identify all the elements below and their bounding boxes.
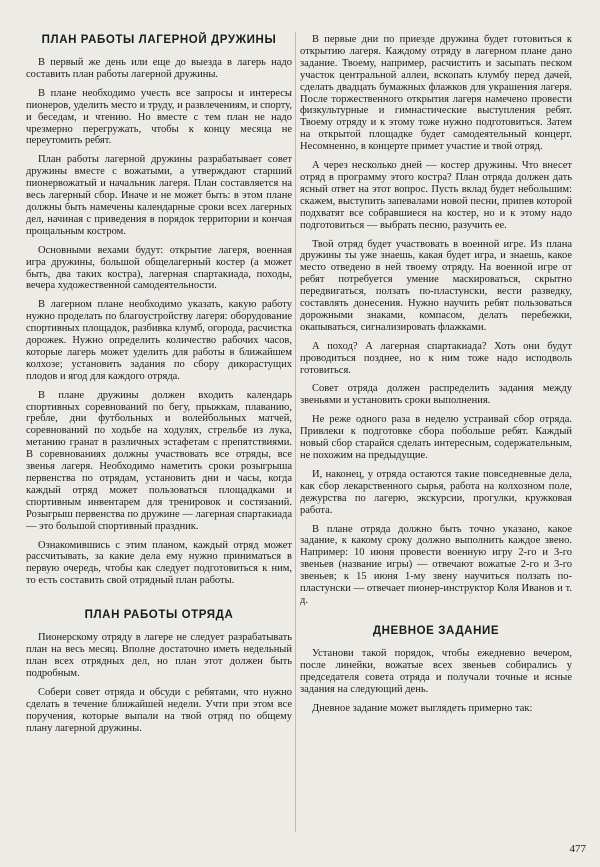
paragraph: В первые дни по приезде дружина будет готовиться к открытию лагеря. Каждому отряду в лагерном плане дано задание. Твоему, например, расчистить и засыпать песком участок центральной аллеи, вскопать клумбу перед дачей, сделать двадцать бумажных флажков для украшения лагеря. После торжественного открытия лагеря намечено провести физкультурные и гимнастические выступления ребят. Твоему отряду и к этому тоже нужно подготовиться. Затем на открытой площадке будет самодеятельный концерт. Несомненно, в концерте примет участие и твой отряд. <box>300 34 572 153</box>
paragraph: Основными вехами будут: открытие лагеря, военная игра дружины, большой общелагерный костер (а может быть, два таких костра), лагерная спартакиада, походы, вечера художественной самодеятельности. <box>26 244 292 292</box>
paragraph: А поход? А лагерная спартакиада? Хоть они будут проводиться позднее, но к ним тоже надо исподволь готовиться. <box>300 340 572 376</box>
paragraph: А через несколько дней — костер дружины. Что внесет отряд в программу этого костра? План отряда должен дать ясный ответ на этот вопрос. Пусть вклад будет небольшим: скажем, выступить запевалами новой песни, припев которой подхватят все собравшиеся на костер, но и к этому надо подготовиться — выбрать песню, разучить ее. <box>300 160 572 231</box>
paragraph: Твой отряд будет участвовать в военной игре. Из плана дружины ты уже знаешь, какая будет игра, и знаешь, какое место отведено в ней твоему отряду. На военной игре от ребят потребуется умение маскироваться, скрытно передвигаться, ползать по-пластунски, вести разведку, составлять донесения. Нужно научить ребят пользоваться дорожными знаками, компасом, делать перебежки, окапываться, сигнализировать флажками. <box>300 238 572 333</box>
paragraph: Дневное задание может выглядеть примерно так: <box>312 702 533 714</box>
paragraph: Не реже одного раза в неделю устраивай сбор отряда. Привлеки к подготовке сбора побольше ребят. Каждый новый сбор старайся сделать интересным, содержательным, не похожим на предыдущие. <box>300 414 572 461</box>
right-column <box>300 34 572 721</box>
paragraph: Установи такой порядок, чтобы ежедневно вечером, после линейки, вожатые всех звеньев собирались у председателя совета отряда и получали точные и ясные задания на следующий день. <box>300 647 572 695</box>
paragraph: В плане дружины должен входить календарь спортивных соревнований по бегу, прыжкам, плаванию, гребле, дни футбольных и волейбольных матчей, соревнований по ходьбе на ходулях, стрельбе из лука, метанию гранат в различных эстафетам с препятствиями. В соревнованиях должны участвовать все отряды, все звенья лагеря. Необходимо наметить сроки розыгрыша первенства по отрядам, установить дни и часы, когда каждый отряд может пользоваться площадками и спортивным инвентарем для тренировок и состязаний. Розыгрыш первенства по дружине — лагерная спартакиада — это большой спортивный праздник. <box>26 389 292 532</box>
heading-squad-plan: ПЛАН РАБОТЫ ЛАГЕРНОЙ ДРУЖИНЫ <box>41 34 277 46</box>
paragraph: Собери совет отряда и обсуди с ребятами, что нужно сделать в течение ближайшей недели. Учти при этом все поручения, которые выпали на твой отряд по общему плану лагерной дружины. <box>26 686 292 734</box>
paragraph: И, наконец, у отряда остаются такие повседневные дела, как сбор лекарственного сырья, работа на колхозном поле, дежурства по лагерю, экскурсии, прогулки, кружковая работа. <box>300 468 572 516</box>
heading-detachment-plan: ПЛАН РАБОТЫ ОТРЯДА <box>84 609 234 622</box>
paragraph: Ознакомившись с этим планом, каждый отряд может рассчитывать, за какие дела ему нужно приниматься в первую очередь, чтобы как следует подготовиться к ним, то есть составить свой отрядный план работы. <box>26 539 292 587</box>
paragraph: В плане необходимо учесть все запросы и интересы пионеров, уделить место и труду, и развлечениям, и спорту, и беседам, и чтению. Но вместе с тем план не надо чрезмерно перегружать, чтобы к концу месяца не переутомить ребят. <box>26 87 292 147</box>
paragraph: План работы лагерной дружины разрабатывает совет дружины вместе с вожатыми, а утверждают старший пионервожатый и начальник лагеря. План составляется на весь лагерный сбор. Иначе и не может быть: в этом плане должны быть намечены календарные сроки всех лагерных дел, начиная с приведения в порядок территории и кончая прощальным костром. <box>26 154 292 237</box>
left-column <box>26 34 292 741</box>
column-divider <box>295 32 296 832</box>
paragraph: Совет отряда должен распределить задания между звеньями и установить сроки выполнения. <box>300 383 572 407</box>
paragraph: В лагерном плане необходимо указать, какую работу нужно проделать по благоустройству лагеря: оборудование спортивных площадок, разбивка клумб, огорода, расчистка дорожек. Нужно определить количество рабочих часов, которые лагерь может уделить для работы в ближайшем колхозе; установить задания по сбору дикорастущих плодов и ягод для каждого отряда. <box>26 299 292 382</box>
paragraph: Пионерскому отряду в лагере не следует разрабатывать план на весь месяц. Вполне достаточно иметь недельный план всех отрядных дел, но план этот должен быть подробным. <box>26 632 292 679</box>
heading-daily-task: ДНЕВНОЕ ЗАДАНИЕ <box>372 624 500 637</box>
paragraph: В плане отряда должно быть точно указано, какое задание, к какому сроку должно выполнить каждое звено. Например: 10 июня провести военную игру 2-го и 3-го звеньев (название игры) — отвечают вожатые 2-го и 3-го звеньев; к 15 июня 1-му звену научиться ползать по-пластунски — отвечает пионер-инструктор Коля Иванов и т. д. <box>300 523 572 606</box>
page-number: 477 <box>569 843 586 855</box>
paragraph: В первый же день или еще до выезда в лагерь надо составить план работы лагерной дружины. <box>26 57 292 80</box>
